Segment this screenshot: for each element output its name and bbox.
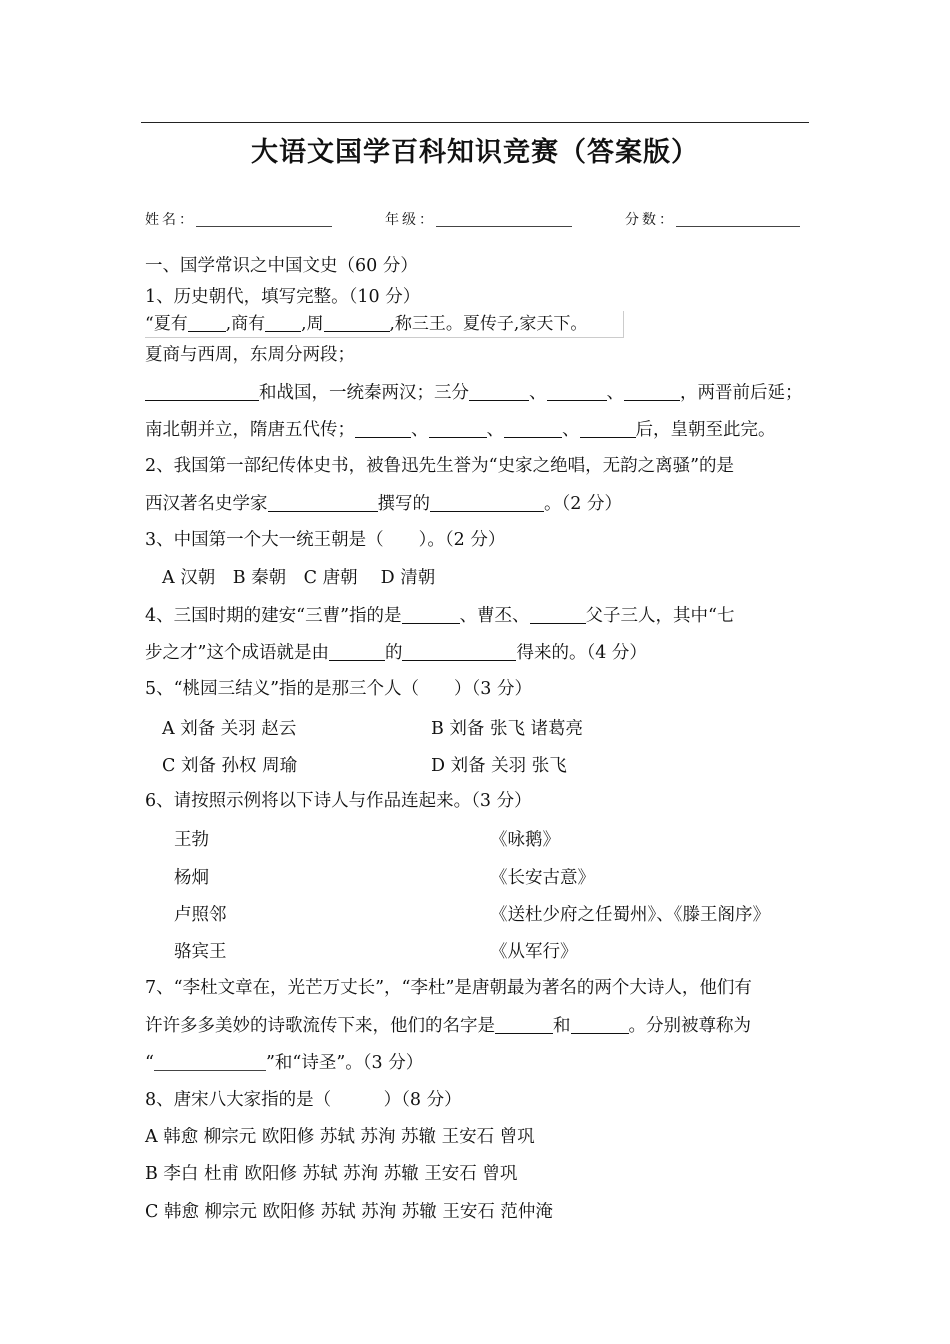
q5-option-c: C 刘备 孙权 周瑜 [162,756,298,776]
q3-options: A 汉朝 B 秦朝 C 唐朝 D 清朝 [162,568,436,588]
q5-line-1: 5、“桃园三结义”指的是那三个人（ ）（3 分） [145,679,532,699]
score-field [625,208,800,229]
name-label: 姓名： [145,212,196,228]
poet-item[interactable]: 杨炯 [174,868,209,888]
q5-option-a: A 刘备 关羽 赵云 [162,719,297,739]
blank[interactable] [624,380,680,401]
work-item[interactable]: 《长安古意》 [490,868,595,888]
blank[interactable] [268,491,378,512]
blank[interactable] [547,380,607,401]
blank[interactable] [145,380,259,401]
blank[interactable] [154,1052,266,1071]
score-blank[interactable] [676,208,800,227]
q1-line-1: “夏有 ,商有 ,周 ,称三王。夏传子,家天下。 [145,311,587,336]
blank[interactable] [188,311,226,332]
q4-line-2: 步之才”这个成语就是由 的 得来的。（4 分） [145,640,647,665]
q2-line-1: 2、我国第一部纪传体史书，被鲁迅先生誉为“史家之绝唱，无韵之离骚”的是 [145,456,735,476]
blank[interactable] [402,603,460,624]
blank[interactable] [430,491,544,512]
q1-heading: 1、历史朝代，填写完整。（10 分） [145,287,421,307]
work-item[interactable]: 《送杜少府之任蜀州》、《滕王阁序》 [490,905,770,925]
q2-line-2: 西汉著名史学家 撰写的 。（2 分） [145,491,622,516]
q8-line-1: 8、唐宋八大家指的是（ ）（8 分） [145,1090,462,1110]
poet-item[interactable]: 骆宾王 [174,942,227,962]
q6-line-1: 6、请按照示例将以下诗人与作品连起来。（3 分） [145,791,532,811]
blank[interactable] [402,640,516,661]
q8-option-a: A 韩愈 柳宗元 欧阳修 苏轼 苏洵 苏辙 王安石 曾巩 [145,1127,535,1147]
blank[interactable] [429,417,487,438]
name-field [145,208,332,229]
blank[interactable] [495,1013,553,1034]
q7-line-3: “ ”和“诗圣”。（3 分） [145,1053,424,1073]
section-heading: 一、国学常识之中国文史（60 分） [145,256,418,276]
blank[interactable] [355,417,411,438]
blank[interactable] [265,311,301,332]
poet-item[interactable]: 王勃 [174,830,209,850]
work-item[interactable]: 《咏鹅》 [490,830,560,850]
blank[interactable] [329,640,385,661]
blank[interactable] [469,380,529,401]
q1-line-2: 夏商与西周，东周分两段； [145,345,355,365]
blank[interactable] [580,417,636,438]
q4-line-1: 4、三国时期的建安“三曹”指的是 、曹丕、 父子三人，其中“七 [145,603,734,628]
blank[interactable] [530,603,586,624]
page-title: 大语文国学百科知识竞赛（答案版） [251,137,699,168]
q7-line-2: 许许多多美妙的诗歌流传下来，他们的名字是 和 。分别被尊称为 [145,1013,751,1038]
blank[interactable] [571,1013,629,1034]
q3-line-1: 3、中国第一个大一统王朝是（ ）。（2 分） [145,530,506,550]
work-item[interactable]: 《从军行》 [490,942,578,962]
q1-line-4: 南北朝并立，隋唐五代传； 、 、 、 后，皇朝至此完。 [145,417,776,442]
blank[interactable] [504,417,562,438]
q8-option-c: C 韩愈 柳宗元 欧阳修 苏轼 苏洵 苏辙 王安石 范仲淹 [145,1202,553,1222]
header-rule [141,122,809,123]
q5-option-d: D 刘备 关羽 张飞 [431,756,567,776]
q8-option-b: B 李白 杜甫 欧阳修 苏轼 苏洵 苏辙 王安石 曾巩 [145,1164,518,1184]
grade-blank[interactable] [436,208,572,227]
blank[interactable] [324,311,390,332]
q1-line-3: 和战国，一统秦两汉；三分 、 、 ，两晋前后延； [145,380,803,405]
grade-field [385,208,572,229]
q5-option-b: B 刘备 张飞 诸葛亮 [431,719,584,739]
score-label: 分数： [625,212,676,228]
q7-line-1: 7、“李杜文章在，光芒万丈长”，“李杜”是唐朝最为著名的两个大诗人，他们有 [145,978,752,998]
name-blank[interactable] [196,208,332,227]
grade-label: 年级： [385,212,436,228]
poet-item[interactable]: 卢照邻 [174,905,227,925]
